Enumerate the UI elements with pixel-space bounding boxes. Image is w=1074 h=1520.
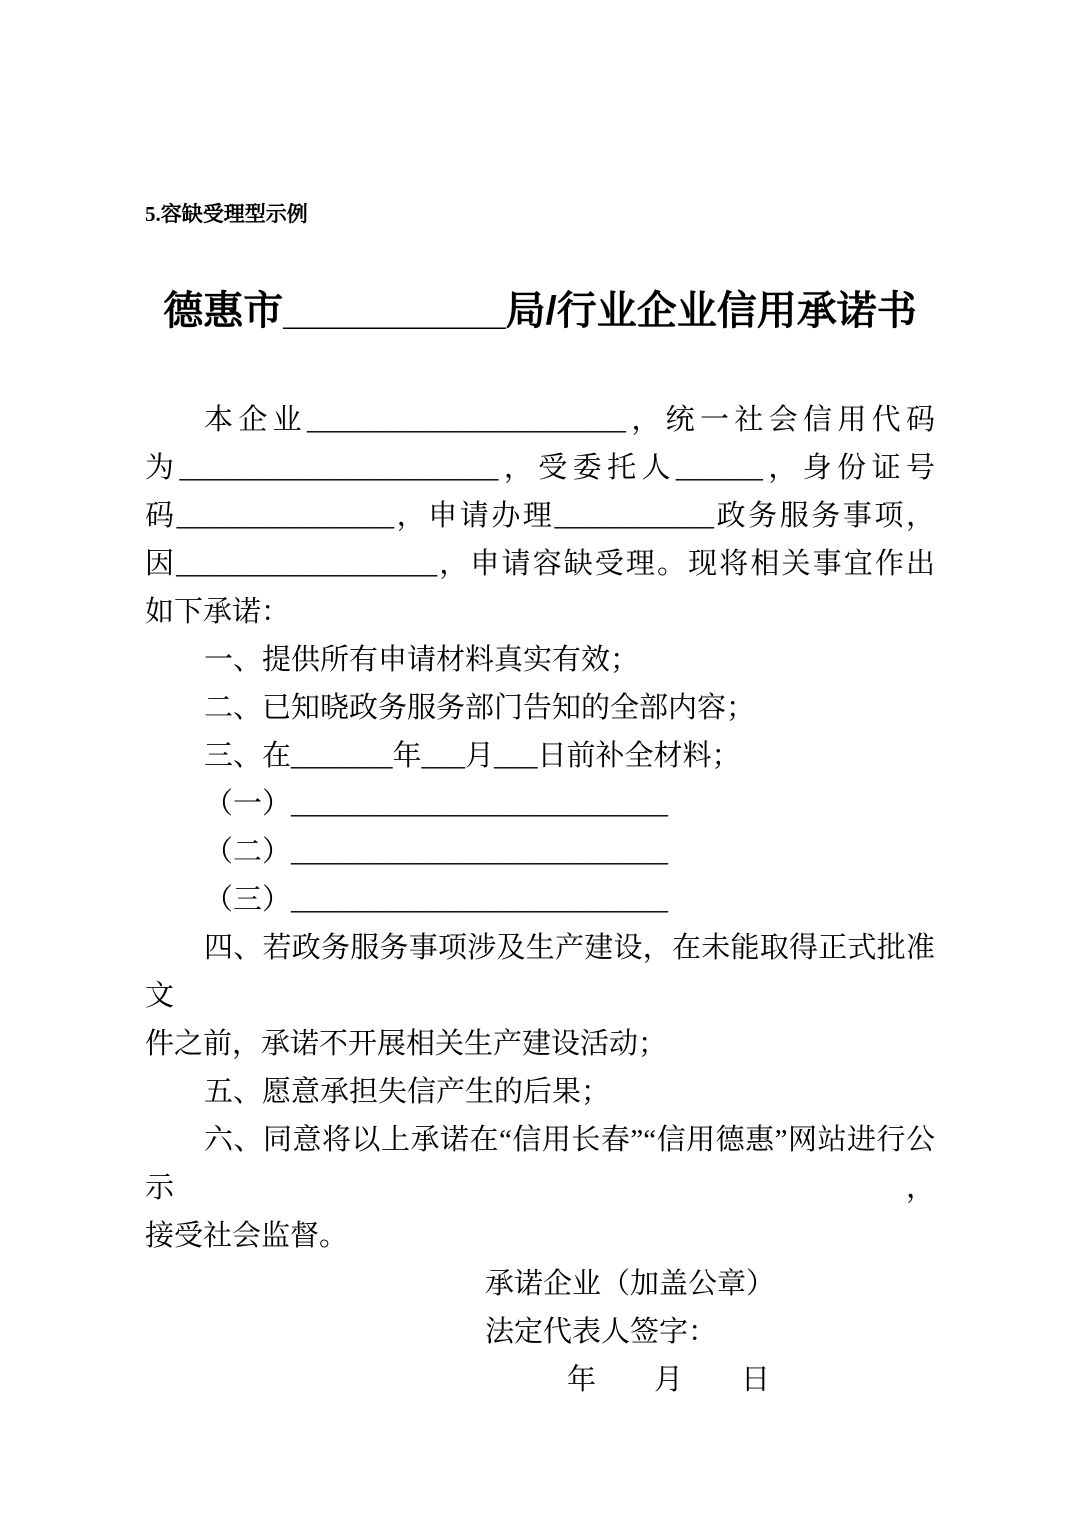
body-line: （二）__________________________: [204, 836, 669, 868]
signature-company-line: 承诺企业（加盖公章）: [485, 1268, 776, 1300]
body-line: 如下承诺：: [145, 596, 291, 628]
body-line: 码_______________，申请办理___________政务服务事项，: [145, 500, 935, 532]
body-line: 本企业______________________，统一社会信用代码: [204, 404, 935, 436]
signature-date-line: 年 月 日: [567, 1364, 771, 1396]
body-line: 二、已知晓政务服务部门告知的全部内容；: [204, 692, 756, 724]
body-line: 一、提供所有申请材料真实有效；: [204, 644, 640, 676]
body-line: （三）__________________________: [204, 884, 669, 916]
signature-representative-line: 法定代表人签字：: [485, 1316, 718, 1348]
body-line: 为______________________，受委托人______，身份证号: [145, 452, 935, 484]
document-title: 德惠市__________局/行业企业信用承诺书: [163, 289, 917, 333]
signature-block: [485, 1260, 935, 1404]
body-line: 三、在_______年___月___日前补全材料；: [204, 740, 741, 772]
body-line: 四、若政务服务事项涉及生产建设，在未能取得正式批准文: [145, 932, 935, 1012]
body-line: 五、愿意承担失信产生的后果；: [204, 1076, 611, 1108]
body-line: 六、同意将以上承诺在“信用长春”“信用德惠”网站进行公示，: [145, 1124, 935, 1204]
body-line: （一）__________________________: [204, 788, 669, 820]
body-line: 因__________________，申请容缺受理。现将相关事宜作出: [145, 548, 935, 580]
section-heading: 5.容缺受理型示例: [145, 202, 308, 226]
body-line: 件之前，承诺不开展相关生产建设活动；: [145, 1028, 668, 1060]
document-body: [145, 396, 935, 1260]
body-line: 接受社会监督。: [145, 1220, 349, 1252]
